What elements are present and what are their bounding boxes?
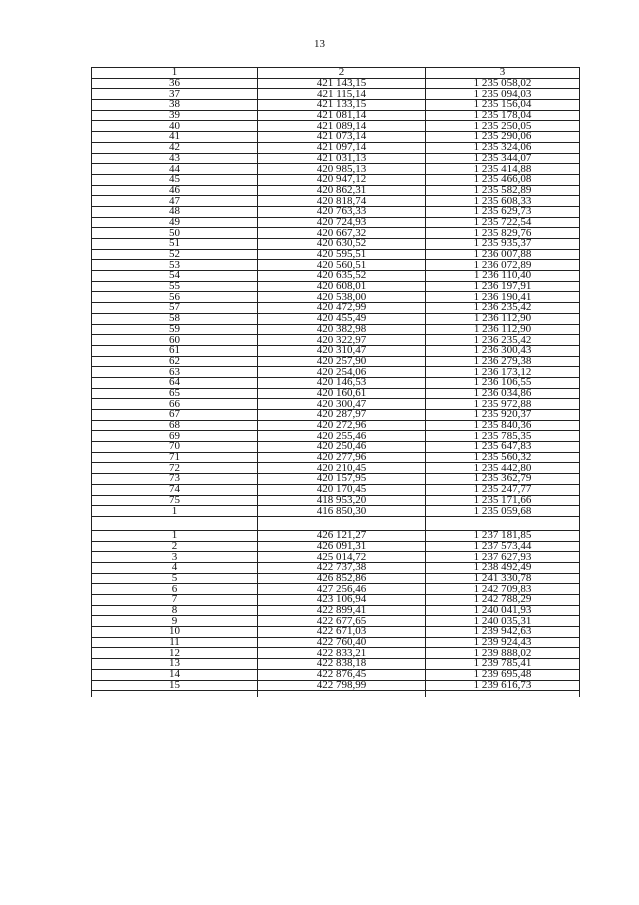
table-row	[92, 605, 580, 616]
y-coordinate-cell: 1 236 279,38	[426, 356, 580, 367]
continuation-row	[92, 691, 580, 698]
table-row	[92, 281, 580, 292]
x-coordinate-cell: 422 677,65	[258, 616, 426, 627]
x-coordinate-cell: 420 322,97	[258, 335, 426, 346]
table-row	[92, 616, 580, 627]
point-number-cell: 70	[92, 442, 258, 453]
y-coordinate-cell: 1 237 627,93	[426, 552, 580, 563]
point-number-cell: 65	[92, 388, 258, 399]
table-row	[92, 324, 580, 335]
column-header: 1	[92, 68, 258, 79]
table-row	[92, 142, 580, 153]
x-coordinate-cell: 420 818,74	[258, 196, 426, 207]
coordinates-table	[91, 67, 580, 697]
x-coordinate-cell: 420 257,90	[258, 356, 426, 367]
column-header: 3	[426, 68, 580, 79]
point-number-cell: 47	[92, 196, 258, 207]
x-coordinate-cell: 421 031,13	[258, 153, 426, 164]
y-coordinate-cell: 1 242 788,29	[426, 595, 580, 606]
x-coordinate-cell: 422 833,21	[258, 648, 426, 659]
table-row	[92, 303, 580, 314]
table-row	[92, 367, 580, 378]
y-coordinate-cell: 1 240 035,31	[426, 616, 580, 627]
table-row	[92, 627, 580, 638]
y-coordinate-cell: 1 236 072,89	[426, 260, 580, 271]
table-row	[92, 239, 580, 250]
y-coordinate-cell: 1 236 235,42	[426, 335, 580, 346]
point-number-cell: 12	[92, 648, 258, 659]
point-number-cell: 62	[92, 356, 258, 367]
point-number-cell: 15	[92, 680, 258, 691]
x-coordinate-cell: 421 073,14	[258, 132, 426, 143]
y-coordinate-cell: 1 236 173,12	[426, 367, 580, 378]
y-coordinate-cell: 1 235 722,54	[426, 217, 580, 228]
empty-cell	[426, 691, 580, 698]
point-number-cell: 1	[92, 530, 258, 541]
point-number-cell: 68	[92, 420, 258, 431]
point-number-cell: 45	[92, 174, 258, 185]
point-number-cell: 51	[92, 239, 258, 250]
table-row	[92, 530, 580, 541]
y-coordinate-cell: 1 235 247,77	[426, 484, 580, 495]
point-number-cell: 41	[92, 132, 258, 143]
x-coordinate-cell: 421 097,14	[258, 142, 426, 153]
x-coordinate-cell: 420 985,13	[258, 164, 426, 175]
point-number-cell: 11	[92, 637, 258, 648]
y-coordinate-cell: 1 235 250,05	[426, 121, 580, 132]
y-coordinate-cell: 1 237 573,44	[426, 541, 580, 552]
point-number-cell: 60	[92, 335, 258, 346]
point-number-cell: 8	[92, 605, 258, 616]
point-number-cell: 72	[92, 463, 258, 474]
table-row	[92, 452, 580, 463]
point-number-cell: 14	[92, 669, 258, 680]
table-row	[92, 495, 580, 506]
table-row	[92, 217, 580, 228]
point-number-cell: 56	[92, 292, 258, 303]
y-coordinate-cell: 1 235 629,73	[426, 206, 580, 217]
x-coordinate-cell: 420 160,61	[258, 388, 426, 399]
y-coordinate-cell: 1 239 616,73	[426, 680, 580, 691]
y-coordinate-cell: 1 235 560,32	[426, 452, 580, 463]
y-coordinate-cell: 1 235 344,07	[426, 153, 580, 164]
x-coordinate-cell: 426 852,86	[258, 573, 426, 584]
table-row	[92, 637, 580, 648]
x-coordinate-cell: 420 300,47	[258, 399, 426, 410]
x-coordinate-cell: 427 256,46	[258, 584, 426, 595]
table-row	[92, 463, 580, 474]
table-row	[92, 420, 580, 431]
point-number-cell: 6	[92, 584, 258, 595]
x-coordinate-cell: 420 250,46	[258, 442, 426, 453]
y-coordinate-cell: 1 239 942,63	[426, 627, 580, 638]
y-coordinate-cell: 1 239 785,41	[426, 659, 580, 670]
y-coordinate-cell: 1 236 235,42	[426, 303, 580, 314]
y-coordinate-cell: 1 235 647,83	[426, 442, 580, 453]
x-coordinate-cell: 421 115,14	[258, 89, 426, 100]
x-coordinate-cell: 422 671,03	[258, 627, 426, 638]
y-coordinate-cell: 1 235 059,68	[426, 506, 580, 517]
point-number-cell: 55	[92, 281, 258, 292]
y-coordinate-cell: 1 235 156,04	[426, 100, 580, 111]
table-row	[92, 377, 580, 388]
y-coordinate-cell: 1 235 324,06	[426, 142, 580, 153]
point-number-cell: 46	[92, 185, 258, 196]
table-row	[92, 399, 580, 410]
x-coordinate-cell: 420 667,32	[258, 228, 426, 239]
point-number-cell: 39	[92, 110, 258, 121]
point-number-cell: 44	[92, 164, 258, 175]
y-coordinate-cell: 1 235 582,89	[426, 185, 580, 196]
point-number-cell: 42	[92, 142, 258, 153]
y-coordinate-cell: 1 235 972,88	[426, 399, 580, 410]
x-coordinate-cell: 416 850,30	[258, 506, 426, 517]
x-coordinate-cell: 420 157,95	[258, 474, 426, 485]
x-coordinate-cell: 420 635,52	[258, 271, 426, 282]
y-coordinate-cell: 1 239 695,48	[426, 669, 580, 680]
y-coordinate-cell: 1 235 840,36	[426, 420, 580, 431]
y-coordinate-cell: 1 235 171,66	[426, 495, 580, 506]
x-coordinate-cell: 422 760,40	[258, 637, 426, 648]
point-number-cell: 37	[92, 89, 258, 100]
x-coordinate-cell: 420 287,97	[258, 410, 426, 421]
x-coordinate-cell: 422 737,38	[258, 562, 426, 573]
table-row	[92, 132, 580, 143]
point-number-cell: 9	[92, 616, 258, 627]
point-number-cell: 50	[92, 228, 258, 239]
x-coordinate-cell: 420 170,45	[258, 484, 426, 495]
y-coordinate-cell: 1 237 181,85	[426, 530, 580, 541]
table-row	[92, 185, 580, 196]
y-coordinate-cell: 1 236 007,88	[426, 249, 580, 260]
x-coordinate-cell: 420 310,47	[258, 345, 426, 356]
y-coordinate-cell: 1 236 197,91	[426, 281, 580, 292]
point-number-cell: 52	[92, 249, 258, 260]
x-coordinate-cell: 420 862,31	[258, 185, 426, 196]
point-number-cell: 64	[92, 377, 258, 388]
point-number-cell: 36	[92, 78, 258, 89]
y-coordinate-cell: 1 236 106,55	[426, 377, 580, 388]
table-row	[92, 174, 580, 185]
y-coordinate-cell: 1 235 920,37	[426, 410, 580, 421]
point-number-cell: 73	[92, 474, 258, 485]
table-row	[92, 410, 580, 421]
x-coordinate-cell: 420 630,52	[258, 239, 426, 250]
table-row	[92, 271, 580, 282]
table-row	[92, 345, 580, 356]
point-number-cell: 61	[92, 345, 258, 356]
table-row	[92, 442, 580, 453]
table-row	[92, 388, 580, 399]
table-row	[92, 228, 580, 239]
empty-cell	[92, 691, 258, 698]
x-coordinate-cell: 420 763,33	[258, 206, 426, 217]
x-coordinate-cell: 423 106,94	[258, 595, 426, 606]
x-coordinate-cell: 421 089,14	[258, 121, 426, 132]
empty-cell	[426, 516, 580, 530]
point-number-cell: 1	[92, 506, 258, 517]
table-row	[92, 153, 580, 164]
point-number-cell: 67	[92, 410, 258, 421]
table-row	[92, 335, 580, 346]
point-number-cell: 58	[92, 313, 258, 324]
y-coordinate-cell: 1 241 330,78	[426, 573, 580, 584]
point-number-cell: 57	[92, 303, 258, 314]
table-row	[92, 313, 580, 324]
x-coordinate-cell: 420 382,98	[258, 324, 426, 335]
table-row	[92, 431, 580, 442]
point-number-cell: 66	[92, 399, 258, 410]
y-coordinate-cell: 1 236 034,86	[426, 388, 580, 399]
point-number-cell: 38	[92, 100, 258, 111]
table-row	[92, 474, 580, 485]
table-row	[92, 100, 580, 111]
table-row	[92, 562, 580, 573]
point-number-cell: 2	[92, 541, 258, 552]
y-coordinate-cell: 1 239 924,43	[426, 637, 580, 648]
point-number-cell: 49	[92, 217, 258, 228]
table-row	[92, 292, 580, 303]
table-row	[92, 196, 580, 207]
table-row	[92, 552, 580, 563]
x-coordinate-cell: 421 143,15	[258, 78, 426, 89]
table-body	[92, 78, 580, 697]
x-coordinate-cell: 420 538,00	[258, 292, 426, 303]
table-row	[92, 484, 580, 495]
table-row	[92, 584, 580, 595]
point-number-cell: 40	[92, 121, 258, 132]
table-row	[92, 78, 580, 89]
point-number-cell: 4	[92, 562, 258, 573]
table-row	[92, 249, 580, 260]
table-row	[92, 669, 580, 680]
empty-cell	[258, 516, 426, 530]
y-coordinate-cell: 1 235 608,33	[426, 196, 580, 207]
x-coordinate-cell: 422 798,99	[258, 680, 426, 691]
point-number-cell: 59	[92, 324, 258, 335]
table-row	[92, 541, 580, 552]
y-coordinate-cell: 1 236 190,41	[426, 292, 580, 303]
x-coordinate-cell: 420 595,51	[258, 249, 426, 260]
x-coordinate-cell: 420 472,99	[258, 303, 426, 314]
y-coordinate-cell: 1 236 300,43	[426, 345, 580, 356]
x-coordinate-cell: 425 014,72	[258, 552, 426, 563]
x-coordinate-cell: 420 210,45	[258, 463, 426, 474]
point-number-cell: 7	[92, 595, 258, 606]
point-number-cell: 74	[92, 484, 258, 495]
table-row	[92, 680, 580, 691]
table-row	[92, 164, 580, 175]
y-coordinate-cell: 1 236 112,90	[426, 324, 580, 335]
empty-cell	[258, 691, 426, 698]
x-coordinate-cell: 420 608,01	[258, 281, 426, 292]
y-coordinate-cell: 1 235 466,08	[426, 174, 580, 185]
y-coordinate-cell: 1 242 709,83	[426, 584, 580, 595]
x-coordinate-cell: 421 133,15	[258, 100, 426, 111]
x-coordinate-cell: 420 146,53	[258, 377, 426, 388]
point-number-cell: 43	[92, 153, 258, 164]
table-row	[92, 260, 580, 271]
y-coordinate-cell: 1 236 112,90	[426, 313, 580, 324]
point-number-cell: 48	[92, 206, 258, 217]
table-row	[92, 595, 580, 606]
point-number-cell: 54	[92, 271, 258, 282]
point-number-cell: 63	[92, 367, 258, 378]
x-coordinate-cell: 420 254,06	[258, 367, 426, 378]
column-header: 2	[258, 68, 426, 79]
point-number-cell: 75	[92, 495, 258, 506]
y-coordinate-cell: 1 235 785,35	[426, 431, 580, 442]
point-number-cell: 53	[92, 260, 258, 271]
x-coordinate-cell: 420 455,49	[258, 313, 426, 324]
x-coordinate-cell: 421 081,14	[258, 110, 426, 121]
x-coordinate-cell: 418 953,20	[258, 495, 426, 506]
x-coordinate-cell: 420 277,96	[258, 452, 426, 463]
y-coordinate-cell: 1 235 290,06	[426, 132, 580, 143]
separator-row	[92, 516, 580, 530]
y-coordinate-cell: 1 239 888,02	[426, 648, 580, 659]
y-coordinate-cell: 1 235 935,37	[426, 239, 580, 250]
x-coordinate-cell: 420 560,51	[258, 260, 426, 271]
y-coordinate-cell: 1 236 110,40	[426, 271, 580, 282]
y-coordinate-cell: 1 235 414,88	[426, 164, 580, 175]
x-coordinate-cell: 422 838,18	[258, 659, 426, 670]
x-coordinate-cell: 420 272,96	[258, 420, 426, 431]
point-number-cell: 13	[92, 659, 258, 670]
table-row	[92, 659, 580, 670]
x-coordinate-cell: 422 899,41	[258, 605, 426, 616]
x-coordinate-cell: 422 876,45	[258, 669, 426, 680]
page-number: 13	[314, 38, 325, 50]
point-number-cell: 5	[92, 573, 258, 584]
table-row	[92, 121, 580, 132]
table-row	[92, 648, 580, 659]
x-coordinate-cell: 420 724,93	[258, 217, 426, 228]
point-number-cell: 10	[92, 627, 258, 638]
y-coordinate-cell: 1 235 058,02	[426, 78, 580, 89]
table-row	[92, 89, 580, 100]
table-row	[92, 573, 580, 584]
y-coordinate-cell: 1 235 829,76	[426, 228, 580, 239]
x-coordinate-cell: 420 255,46	[258, 431, 426, 442]
point-number-cell: 71	[92, 452, 258, 463]
table-row	[92, 206, 580, 217]
table-row	[92, 356, 580, 367]
table-header-row	[92, 68, 580, 79]
table-row	[92, 110, 580, 121]
y-coordinate-cell: 1 235 442,80	[426, 463, 580, 474]
x-coordinate-cell: 420 947,12	[258, 174, 426, 185]
x-coordinate-cell: 426 091,31	[258, 541, 426, 552]
y-coordinate-cell: 1 235 094,03	[426, 89, 580, 100]
y-coordinate-cell: 1 238 492,49	[426, 562, 580, 573]
table-row	[92, 506, 580, 517]
y-coordinate-cell: 1 235 178,04	[426, 110, 580, 121]
empty-cell	[92, 516, 258, 530]
x-coordinate-cell: 426 121,27	[258, 530, 426, 541]
y-coordinate-cell: 1 235 362,79	[426, 474, 580, 485]
y-coordinate-cell: 1 240 041,93	[426, 605, 580, 616]
point-number-cell: 69	[92, 431, 258, 442]
point-number-cell: 3	[92, 552, 258, 563]
